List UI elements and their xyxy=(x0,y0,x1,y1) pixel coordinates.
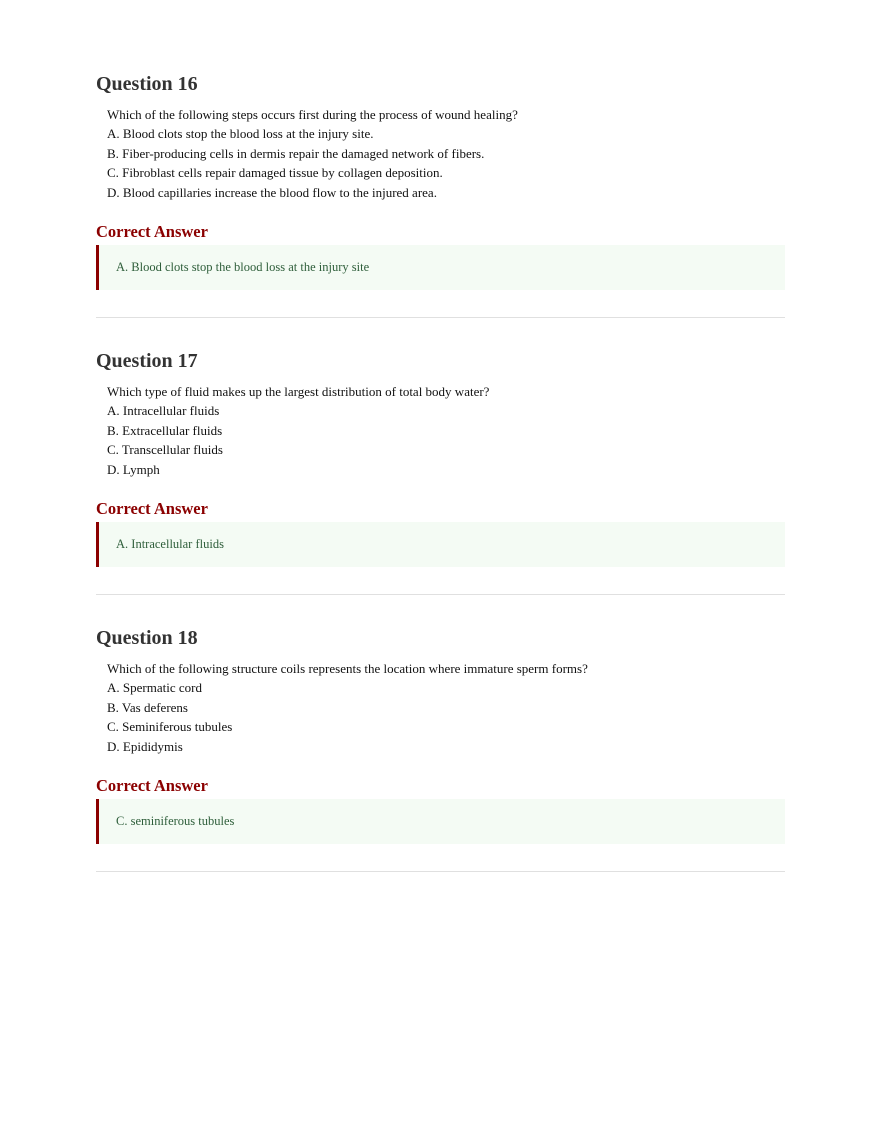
section-divider xyxy=(96,317,785,318)
question-title: Question 17 xyxy=(96,350,198,372)
option-c: C. Fibroblast cells repair damaged tissue by collagen deposition. xyxy=(107,165,443,181)
correct-answer-heading: Correct Answer xyxy=(96,222,208,241)
option-b: B. Extracellular fluids xyxy=(107,422,223,438)
option-a: A. Blood clots stop the blood loss at the injury site. xyxy=(107,126,374,142)
question-body xyxy=(107,659,588,756)
question-block-17 xyxy=(96,348,785,598)
option-d: D. Lymph xyxy=(107,461,160,477)
correct-answer-heading: Correct Answer xyxy=(96,776,208,795)
section-divider xyxy=(96,871,785,872)
question-title: Question 16 xyxy=(96,73,198,95)
correct-answer-box xyxy=(96,522,785,567)
option-a: A. Spermatic cord xyxy=(107,680,202,696)
option-b: B. Fiber-producing cells in dermis repair the damaged network of fibers. xyxy=(107,145,485,161)
correct-answer-box xyxy=(96,799,785,844)
correct-answer-text: A. Blood clots stop the blood loss at the injury site xyxy=(116,260,370,274)
question-block-16 xyxy=(96,71,785,321)
question-title: Question 18 xyxy=(96,627,198,649)
question-body xyxy=(107,105,518,202)
option-a: A. Intracellular fluids xyxy=(107,403,220,419)
correct-answer-heading: Correct Answer xyxy=(96,499,208,518)
correct-answer-text: C. seminiferous tubules xyxy=(116,814,235,828)
correct-answer-box xyxy=(96,245,785,290)
option-c: C. Seminiferous tubules xyxy=(107,719,233,735)
option-b: B. Vas deferens xyxy=(107,699,188,715)
question-prompt: Which of the following steps occurs first during the process of wound healing? xyxy=(107,107,518,122)
section-divider xyxy=(96,594,785,595)
option-d: D. Blood capillaries increase the blood flow to the injured area. xyxy=(107,184,437,200)
correct-answer-text: A. Intracellular fluids xyxy=(116,537,224,551)
question-prompt: Which of the following structure coils represents the location where immature sperm forms? xyxy=(107,661,588,676)
option-c: C. Transcellular fluids xyxy=(107,442,223,458)
question-block-18 xyxy=(96,625,785,875)
question-body xyxy=(107,382,489,479)
option-d: D. Epididymis xyxy=(107,738,183,754)
question-prompt: Which type of fluid makes up the largest distribution of total body water? xyxy=(107,384,490,399)
